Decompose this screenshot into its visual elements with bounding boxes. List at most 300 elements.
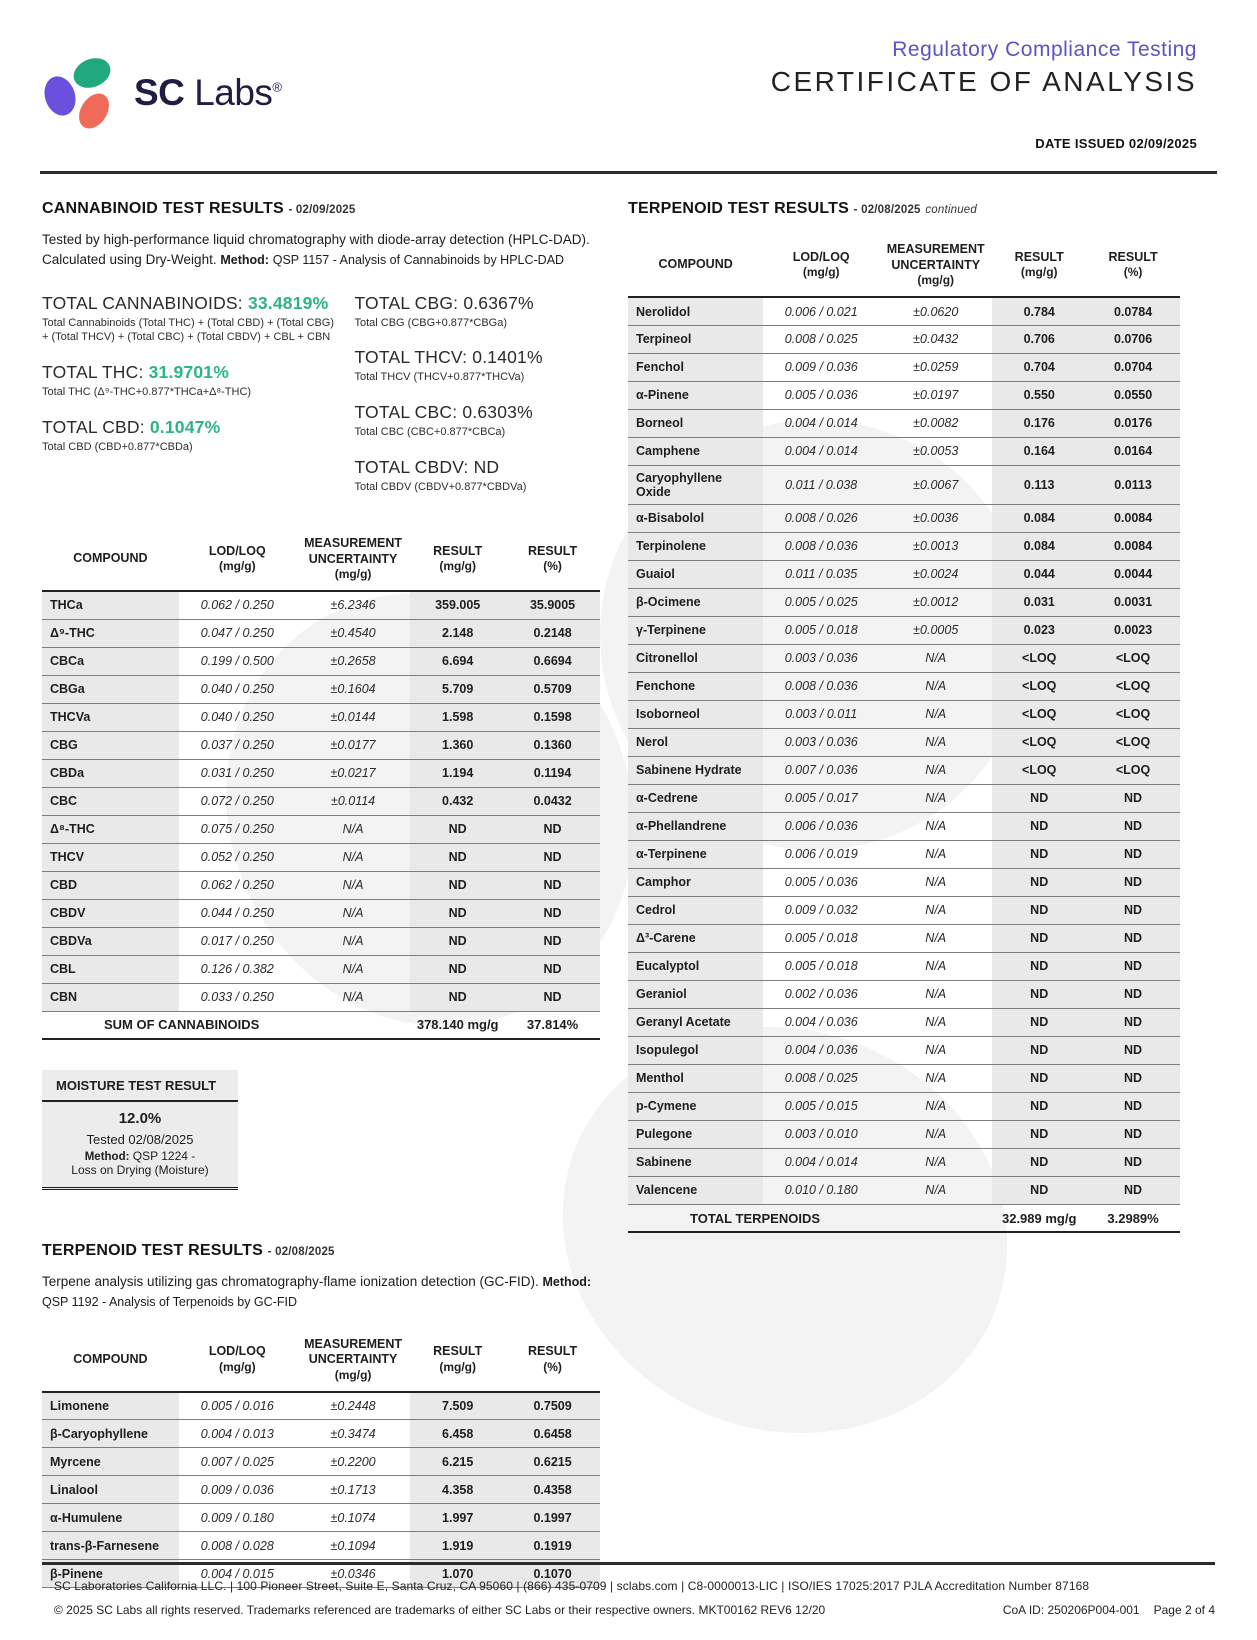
cell-compound: Terpineol (628, 325, 763, 353)
cell-lodloq: 0.052 / 0.250 (200, 850, 274, 865)
col-lodloq: LOD/LOQ (mg/g) (208, 1344, 266, 1375)
cell-uncertainty: N/A (925, 707, 947, 722)
cell-uncertainty: ±0.0197 (913, 388, 959, 403)
cell-lodloq: 0.003 / 0.036 (784, 735, 858, 750)
cell-lodloq: 0.009 / 0.180 (200, 1510, 274, 1525)
col-compound: COMPOUND (73, 1351, 148, 1366)
table-row (628, 1092, 1180, 1120)
cell-compound: Limonene (42, 1392, 179, 1420)
cell-compound: γ-Terpinene (628, 616, 763, 644)
cell-lodloq: 0.040 / 0.250 (200, 682, 274, 697)
cell-result_pct: ND (1086, 1064, 1180, 1092)
cell-result_pct: 0.2148 (505, 619, 600, 647)
total-formula: Total Cannabinoids (Total THC) + (Total CBD) + (Total CBG) + (Total THCV) + (Total CBC) + (Total CBDV) + CBL + CBN (42, 316, 335, 344)
moisture-title: MOISTURE TEST RESULT (56, 1078, 217, 1094)
cell-result_mg: 0.023 (992, 616, 1086, 644)
cell-compound: Δ⁸-THC (42, 815, 179, 843)
cell-uncertainty: N/A (925, 763, 947, 778)
cell-result_mg: 0.084 (992, 504, 1086, 532)
cell-compound: CBDa (42, 759, 179, 787)
cell-lodloq: 0.004 / 0.036 (784, 1043, 858, 1058)
table-row (628, 812, 1180, 840)
table-row (628, 381, 1180, 409)
cell-result_pct: 0.6215 (505, 1448, 600, 1476)
cell-result_mg: 0.432 (410, 787, 505, 815)
cell-result_pct: 0.0784 (1086, 297, 1180, 325)
cell-uncertainty: ±0.0114 (330, 794, 376, 809)
continued-label: continued (925, 204, 977, 216)
cell-lodloq: 0.006 / 0.019 (784, 847, 858, 862)
cell-compound: Geranyl Acetate (628, 1008, 763, 1036)
cell-result_pct: <LOQ (1086, 644, 1180, 672)
table-row (628, 728, 1180, 756)
col-compound: COMPOUND (658, 257, 733, 272)
cell-compound: Fenchol (628, 353, 763, 381)
cell-uncertainty: ±0.2658 (330, 654, 376, 669)
moisture-method: Method: QSP 1224 - Loss on Drying (Moisture) (71, 1149, 209, 1178)
cell-result_mg: ND (992, 1036, 1086, 1064)
table-row (42, 1476, 600, 1504)
cell-uncertainty: ±0.0067 (913, 477, 959, 492)
table-row (628, 980, 1180, 1008)
cell-compound: Myrcene (42, 1448, 179, 1476)
cell-compound: Δ³-Carene (628, 924, 763, 952)
cell-lodloq: 0.009 / 0.032 (784, 903, 858, 918)
total-value: 0.6367% (463, 292, 534, 313)
cell-uncertainty: ±0.3474 (330, 1426, 376, 1441)
table-row (628, 644, 1180, 672)
cell-result_pct: 0.0176 (1086, 409, 1180, 437)
cell-uncertainty: ±0.0144 (330, 710, 376, 725)
table-row (42, 1392, 600, 1420)
cell-lodloq: 0.007 / 0.036 (784, 763, 858, 778)
table-header-row (42, 530, 600, 591)
cell-uncertainty: N/A (925, 959, 947, 974)
cell-result_mg: ND (992, 980, 1086, 1008)
cell-result_mg: 1.919 (410, 1532, 505, 1560)
cell-compound: THCa (42, 591, 179, 619)
cell-uncertainty: ±0.1604 (330, 682, 376, 697)
cell-uncertainty: ±0.0432 (913, 332, 959, 347)
cell-uncertainty: ±0.0346 (330, 1566, 376, 1581)
cell-result_mg: ND (992, 896, 1086, 924)
cell-result_pct: 0.0704 (1086, 353, 1180, 381)
coa-id-and-page (1003, 1603, 1215, 1617)
total-formula: Total CBG (CBG+0.877*CBGa) (354, 316, 508, 329)
cell-result_mg: <LOQ (992, 700, 1086, 728)
cell-compound: Geraniol (628, 980, 763, 1008)
terpenoid-method-description: Terpene analysis utilizing gas chromatography-flame ionization detection (GC-FID). Method: QSP 1192 - Analysis of Terpenoids by GC-FID (42, 1274, 592, 1310)
cell-result_mg: 1.997 (410, 1504, 505, 1532)
table-row (628, 353, 1180, 381)
sum-label: SUM OF CANNABINOIDS (104, 1017, 260, 1033)
cell-uncertainty: ±0.0620 (913, 304, 959, 319)
cell-uncertainty: ±0.0259 (913, 360, 959, 375)
cell-uncertainty: N/A (342, 850, 364, 865)
table-row (42, 899, 600, 927)
cell-compound: Camphor (628, 868, 763, 896)
cell-result_pct: 0.0432 (505, 787, 600, 815)
cell-result_mg: 0.031 (992, 588, 1086, 616)
table-row (628, 700, 1180, 728)
cell-result_pct: ND (505, 983, 600, 1011)
table-row (628, 784, 1180, 812)
table-header-row (628, 236, 1180, 297)
total-cbdv: TOTAL CBDV: ND Total CBDV (CBDV+0.877*CBDVa) (354, 457, 600, 495)
terpenoid-continued-table (628, 236, 1180, 1233)
total-value: 31.9701% (148, 362, 229, 383)
sum-pct: 37.814% (526, 1017, 579, 1033)
cell-compound: CBL (42, 955, 179, 983)
cell-lodloq: 0.004 / 0.014 (784, 416, 858, 431)
cell-result_mg: 0.706 (992, 325, 1086, 353)
table-row (628, 672, 1180, 700)
total-formula: Total THC (Δ⁹-THC+0.877*THCa+Δ⁸-THC) (42, 386, 252, 399)
cell-uncertainty: ±0.0005 (913, 623, 959, 638)
section-date: - 02/08/2025 (267, 1246, 335, 1259)
cell-uncertainty: ±0.0024 (913, 567, 959, 582)
cell-result_pct: 0.4358 (505, 1476, 600, 1504)
col-result-mg: RESULT (mg/g) (433, 1344, 483, 1375)
total-cannabinoids: TOTAL CANNABINOIDS: 33.4819% Total Cannabinoids (Total THC) + (Total CBD) + (Total CBG) + (Total THCV) + (Total CBC) + (Total CBDV) + CBL + CBN (42, 293, 354, 346)
col-lodloq: LOD/LOQ (mg/g) (208, 543, 266, 574)
cell-result_pct: ND (505, 871, 600, 899)
total-thcv: TOTAL THCV: 0.1401% Total THCV (THCV+0.877*THCVa) (354, 347, 600, 385)
cell-uncertainty: N/A (925, 931, 947, 946)
cell-lodloq: 0.008 / 0.028 (200, 1538, 274, 1553)
cell-result_mg: ND (992, 1120, 1086, 1148)
cell-uncertainty: N/A (342, 962, 364, 977)
cell-result_mg: ND (992, 1148, 1086, 1176)
cell-compound: Δ⁹-THC (42, 619, 179, 647)
cell-uncertainty: ±0.0013 (913, 539, 959, 554)
cell-result_mg: ND (992, 840, 1086, 868)
cell-result_pct: 0.6694 (505, 647, 600, 675)
cell-lodloq: 0.005 / 0.036 (784, 875, 858, 890)
cell-result_pct: ND (505, 955, 600, 983)
copyright-text: © 2025 SC Labs all rights reserved. Trademarks referenced are trademarks of either SC Labs or their respective owners. MKT00162 REV6 12/20 (54, 1603, 826, 1617)
cell-compound: β-Ocimene (628, 588, 763, 616)
moisture-test-box (42, 1070, 238, 1190)
terpenoid-section-title: TERPENOID TEST RESULTS - 02/08/2025 (42, 1242, 335, 1260)
cell-result_pct: <LOQ (1086, 756, 1180, 784)
total-label: TOTAL TERPENOIDS (690, 1210, 821, 1226)
cell-lodloq: 0.005 / 0.018 (784, 931, 858, 946)
lab-contact-info: SC Laboratories California LLC. | 100 Pioneer Street, Suite E, Santa Cruz, CA 95060 | (866) 435-0709 | sclabs.com | C8-0000013-LIC | ISO/IES 17025:2017 PJLA Accreditation Number 87168 (54, 1579, 1090, 1593)
cell-uncertainty: N/A (925, 651, 947, 666)
cell-result_pct: ND (1086, 840, 1180, 868)
table-row (628, 325, 1180, 353)
table-row (42, 843, 600, 871)
cell-compound: α-Humulene (42, 1504, 179, 1532)
table-row (628, 1176, 1180, 1204)
table-header-row (42, 1331, 600, 1392)
cell-compound: α-Cedrene (628, 784, 763, 812)
table-row (628, 840, 1180, 868)
col-result-pct: RESULT (%) (528, 543, 578, 574)
table-row (628, 1120, 1180, 1148)
cell-compound: Linalool (42, 1476, 179, 1504)
cell-lodloq: 0.003 / 0.011 (785, 707, 858, 722)
cell-result_pct: 0.1360 (505, 731, 600, 759)
cell-uncertainty: ±0.0012 (913, 595, 959, 610)
cell-compound: Nerol (628, 728, 763, 756)
cell-result_mg: 6.215 (410, 1448, 505, 1476)
cell-lodloq: 0.009 / 0.036 (784, 360, 858, 375)
table-row (628, 756, 1180, 784)
cell-result_mg: 0.164 (992, 437, 1086, 465)
cell-result_mg: 5.709 (410, 675, 505, 703)
table-row (42, 1504, 600, 1532)
cell-uncertainty: N/A (925, 1071, 947, 1086)
cell-compound: Guaiol (628, 560, 763, 588)
sum-of-cannabinoids-row (42, 1011, 600, 1039)
cell-uncertainty: ±0.1074 (330, 1510, 376, 1525)
total-formula: Total CBDV (CBDV+0.877*CBDVa) (354, 481, 527, 494)
cell-compound: Eucalyptol (628, 952, 763, 980)
cell-compound: α-Phellandrene (628, 812, 763, 840)
footer (42, 1562, 1215, 1617)
cell-compound: Isopulegol (628, 1036, 763, 1064)
cell-compound: Isoborneol (628, 700, 763, 728)
table-row (42, 815, 600, 843)
moisture-tested-date: Tested 02/08/2025 (86, 1132, 194, 1148)
cell-result_mg: 0.084 (992, 532, 1086, 560)
cell-lodloq: 0.008 / 0.036 (784, 679, 858, 694)
cell-result_mg: <LOQ (992, 672, 1086, 700)
cell-compound: α-Terpinene (628, 840, 763, 868)
cell-lodloq: 0.004 / 0.036 (784, 1015, 858, 1030)
cell-uncertainty: ±6.2346 (330, 598, 376, 613)
cell-compound: p-Cymene (628, 1092, 763, 1120)
cell-result_pct: ND (1086, 1036, 1180, 1064)
cell-uncertainty: ±0.0217 (330, 766, 376, 781)
col-result-pct: RESULT (%) (1108, 249, 1158, 280)
cell-result_pct: 0.1919 (505, 1532, 600, 1560)
cell-compound: Nerolidol (628, 297, 763, 325)
cell-uncertainty: N/A (925, 735, 947, 750)
cell-lodloq: 0.062 / 0.250 (200, 598, 274, 613)
total-value: 0.1401% (472, 347, 543, 368)
cell-uncertainty: N/A (342, 934, 364, 949)
table-row (42, 731, 600, 759)
cell-result_mg: <LOQ (992, 756, 1086, 784)
cell-result_pct: 0.1997 (505, 1504, 600, 1532)
table-row (42, 675, 600, 703)
sc-labs-leaf-icon (42, 53, 124, 133)
table-row (628, 409, 1180, 437)
cell-compound: CBC (42, 787, 179, 815)
cell-result_mg: 359.005 (410, 591, 505, 619)
total-cbc: TOTAL CBC: 0.6303% Total CBC (CBC+0.877*CBCa) (354, 402, 600, 440)
cell-result_pct: ND (505, 927, 600, 955)
cell-result_mg: ND (410, 843, 505, 871)
cell-lodloq: 0.062 / 0.250 (200, 878, 274, 893)
cell-compound: CBD (42, 871, 179, 899)
cell-result_pct: 0.1070 (505, 1560, 600, 1588)
cell-lodloq: 0.005 / 0.018 (784, 623, 858, 638)
table-row (42, 647, 600, 675)
table-row (42, 871, 600, 899)
cell-lodloq: 0.044 / 0.250 (200, 906, 274, 921)
cell-uncertainty: ±0.0053 (913, 444, 959, 459)
table-row (42, 787, 600, 815)
cell-compound: α-Pinene (628, 381, 763, 409)
cannabinoid-totals (42, 293, 600, 512)
cell-result_pct: ND (505, 843, 600, 871)
cannabinoid-results-table (42, 530, 600, 1040)
cell-result_pct: 0.0084 (1086, 504, 1180, 532)
cell-uncertainty: ±0.4540 (330, 626, 376, 641)
cell-uncertainty: N/A (925, 1015, 947, 1030)
cell-lodloq: 0.011 / 0.035 (785, 567, 858, 582)
cell-lodloq: 0.040 / 0.250 (200, 710, 274, 725)
cell-lodloq: 0.005 / 0.015 (784, 1099, 858, 1114)
cell-result_mg: 0.044 (992, 560, 1086, 588)
total-value: 0.6303% (462, 402, 533, 423)
cell-lodloq: 0.010 / 0.180 (784, 1183, 858, 1198)
col-result-mg: RESULT (mg/g) (433, 543, 483, 574)
cell-result_pct: <LOQ (1086, 700, 1180, 728)
cell-result_pct: 0.5709 (505, 675, 600, 703)
col-uncertainty: MEASUREMENT UNCERTAINTY (mg/g) (886, 242, 985, 288)
cell-compound: Fenchone (628, 672, 763, 700)
cell-result_mg: 6.694 (410, 647, 505, 675)
cell-result_pct: ND (1086, 1148, 1180, 1176)
table-row (628, 952, 1180, 980)
cell-lodloq: 0.075 / 0.250 (200, 822, 274, 837)
header (0, 0, 1257, 151)
sum-mg: 378.140 mg/g (416, 1017, 499, 1033)
cell-result_pct: ND (1086, 784, 1180, 812)
cell-compound: Caryophyllene Oxide (628, 465, 763, 504)
registered-mark: ® (272, 79, 282, 95)
cell-result_mg: 7.509 (410, 1392, 505, 1420)
table-row (42, 955, 600, 983)
cell-uncertainty: N/A (342, 990, 364, 1005)
table-row (628, 588, 1180, 616)
cell-result_pct: 0.0031 (1086, 588, 1180, 616)
cell-uncertainty: ±0.0036 (913, 511, 959, 526)
cell-result_pct: 0.0164 (1086, 437, 1180, 465)
cell-compound: CBN (42, 983, 179, 1011)
table-row (628, 924, 1180, 952)
cell-uncertainty: N/A (925, 1099, 947, 1114)
cell-compound: CBG (42, 731, 179, 759)
cell-compound: Valencene (628, 1176, 763, 1204)
cell-lodloq: 0.004 / 0.015 (200, 1566, 274, 1581)
table-row (42, 619, 600, 647)
cell-result_mg: 0.113 (992, 465, 1086, 504)
cell-uncertainty: N/A (925, 847, 947, 862)
cell-compound: CBDV (42, 899, 179, 927)
cell-result_mg: ND (992, 1008, 1086, 1036)
cell-result_pct: 0.1194 (505, 759, 600, 787)
cell-result_mg: 1.070 (410, 1560, 505, 1588)
cell-uncertainty: N/A (925, 903, 947, 918)
cannabinoid-section-title: CANNABINOID TEST RESULTS - 02/09/2025 (42, 200, 356, 217)
cell-lodloq: 0.008 / 0.026 (784, 511, 858, 526)
cell-uncertainty: ±0.1713 (330, 1482, 376, 1497)
table-row (628, 297, 1180, 325)
table-row (628, 504, 1180, 532)
cell-result_mg: ND (992, 924, 1086, 952)
cell-result_pct: 0.0084 (1086, 532, 1180, 560)
total-mg: 32.989 mg/g (1001, 1210, 1077, 1226)
section-date: - 02/09/2025 (288, 204, 356, 216)
cell-result_mg: 1.194 (410, 759, 505, 787)
cell-lodloq: 0.047 / 0.250 (200, 626, 274, 641)
cell-result_pct: ND (1086, 980, 1180, 1008)
cell-result_pct: ND (1086, 812, 1180, 840)
cell-compound: Borneol (628, 409, 763, 437)
cell-result_pct: <LOQ (1086, 728, 1180, 756)
total-cbg: TOTAL CBG: 0.6367% Total CBG (CBG+0.877*CBGa) (354, 293, 600, 331)
cell-lodloq: 0.005 / 0.016 (200, 1399, 274, 1414)
cell-result_pct: ND (505, 815, 600, 843)
cell-compound: THCV (42, 843, 179, 871)
cell-lodloq: 0.003 / 0.036 (784, 651, 858, 666)
cell-result_mg: 0.784 (992, 297, 1086, 325)
moisture-value: 12.0% (118, 1110, 162, 1128)
cell-lodloq: 0.005 / 0.018 (784, 959, 858, 974)
col-result-mg: RESULT (mg/g) (1014, 249, 1064, 280)
cell-result_mg: ND (992, 1176, 1086, 1204)
cell-lodloq: 0.003 / 0.010 (784, 1127, 858, 1142)
cell-result_mg: ND (410, 927, 505, 955)
cell-compound: β-Caryophyllene (42, 1420, 179, 1448)
cell-uncertainty: ±0.1094 (330, 1538, 376, 1553)
cell-uncertainty: N/A (925, 1155, 947, 1170)
col-result-pct: RESULT (%) (528, 1344, 578, 1375)
cell-compound: α-Bisabolol (628, 504, 763, 532)
cell-result_mg: 2.148 (410, 619, 505, 647)
cell-compound: Sabinene (628, 1148, 763, 1176)
cell-result_mg: 0.550 (992, 381, 1086, 409)
cell-result_mg: ND (410, 955, 505, 983)
table-row (628, 560, 1180, 588)
table-row (628, 465, 1180, 504)
table-row (628, 437, 1180, 465)
col-compound: COMPOUND (73, 551, 148, 566)
table-row (42, 703, 600, 731)
cell-lodloq: 0.031 / 0.250 (200, 766, 274, 781)
table-row (628, 868, 1180, 896)
total-value: 33.4819% (247, 292, 329, 313)
table-row (42, 927, 600, 955)
cell-result_mg: ND (410, 871, 505, 899)
cell-compound: Pulegone (628, 1120, 763, 1148)
cell-result_pct: ND (1086, 1176, 1180, 1204)
cell-compound: Camphene (628, 437, 763, 465)
cell-uncertainty: N/A (925, 987, 947, 1002)
cannabinoid-method-description: Tested by high-performance liquid chromatography with diode-array detection (HPLC-DAD). Calculated using Dry-Weight. Method: QSP 1157 - Analysis of Cannabinoids by HPLC-DAD (42, 232, 590, 268)
cell-compound: Sabinene Hydrate (628, 756, 763, 784)
cell-lodloq: 0.008 / 0.025 (784, 332, 858, 347)
total-formula: Total CBD (CBD+0.877*CBDa) (42, 441, 193, 454)
cell-result_mg: <LOQ (992, 644, 1086, 672)
cell-result_pct: ND (1086, 924, 1180, 952)
cell-compound: Cedrol (628, 896, 763, 924)
sc-labs-logo (42, 34, 282, 151)
col-uncertainty: MEASUREMENT UNCERTAINTY (mg/g) (304, 535, 403, 582)
table-row (42, 1532, 600, 1560)
cell-uncertainty: N/A (342, 878, 364, 893)
cell-lodloq: 0.009 / 0.036 (200, 1482, 274, 1497)
cell-lodloq: 0.007 / 0.025 (200, 1454, 274, 1469)
cell-result_mg: ND (992, 1092, 1086, 1120)
table-row (628, 1008, 1180, 1036)
